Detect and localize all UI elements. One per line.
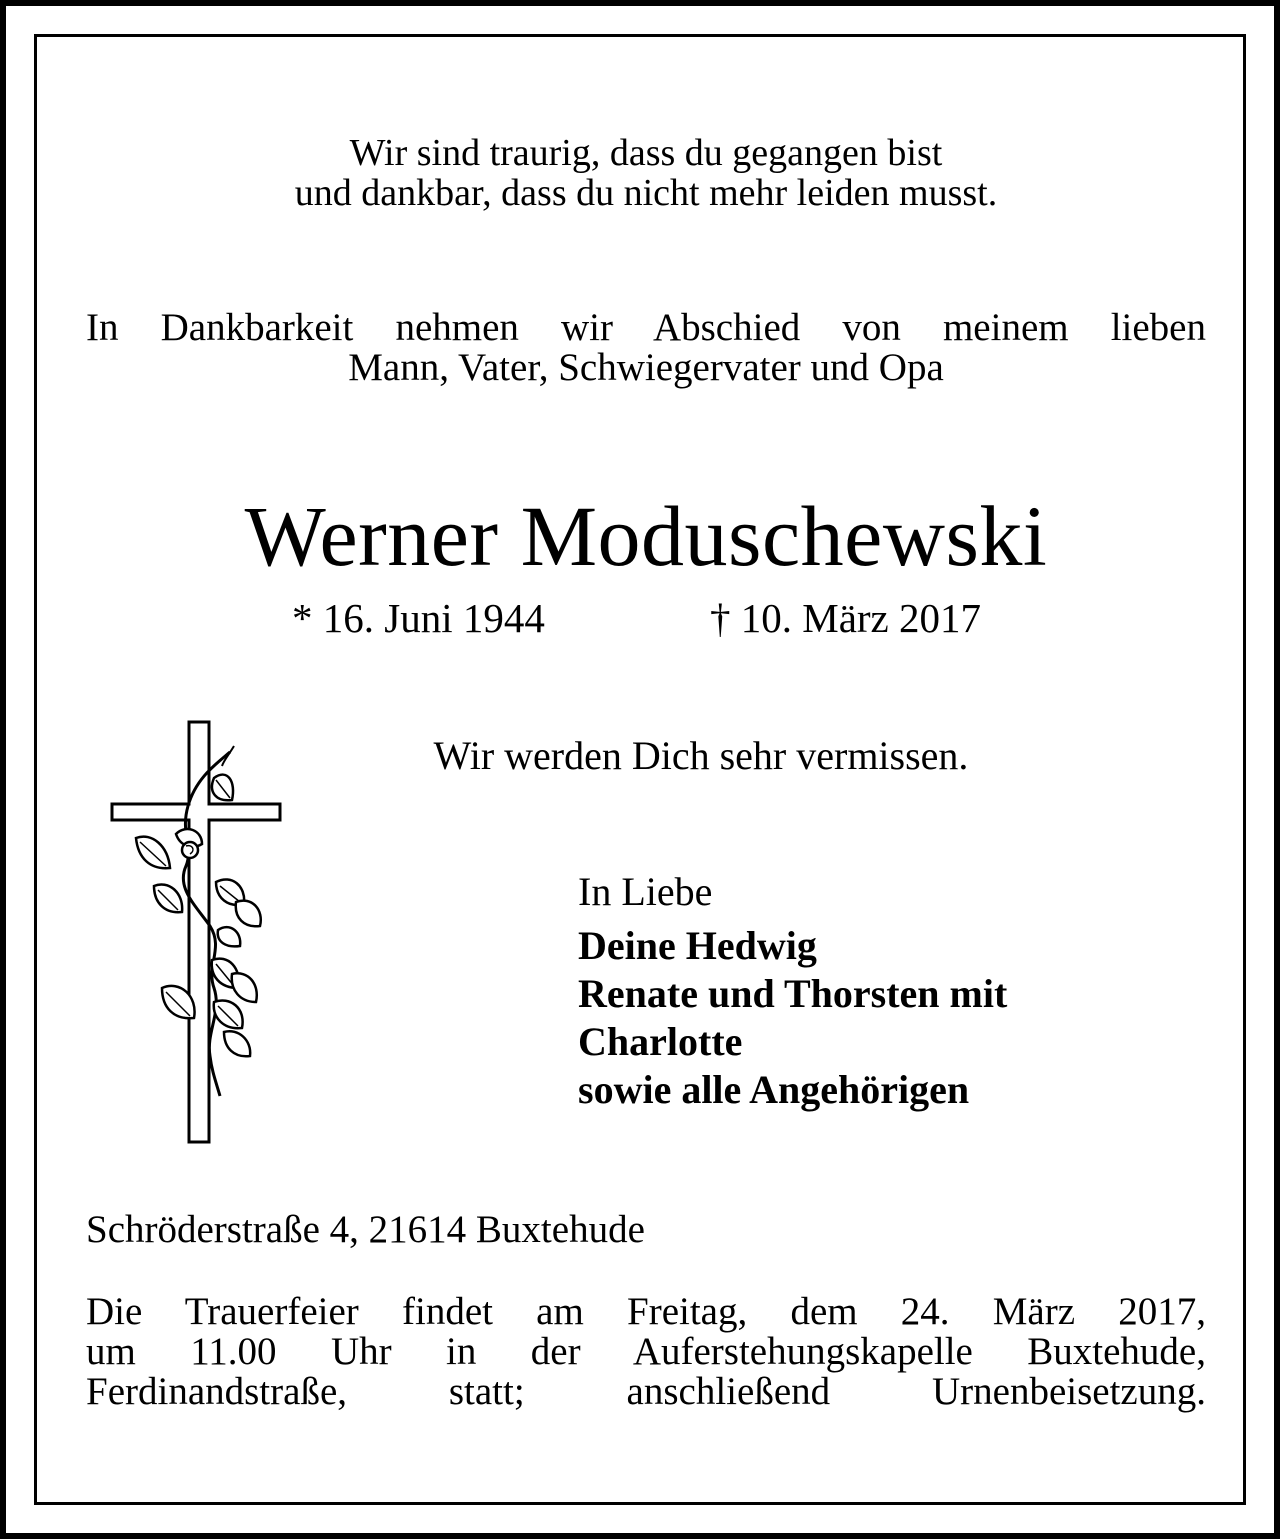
motto <box>6 133 1280 213</box>
intro-line-1: In Dankbarkeit nehmen wir Abschied von meinem lieben <box>86 306 1206 349</box>
mourner-name: Charlotte <box>578 1019 743 1064</box>
mourners-list <box>578 922 1007 1114</box>
mourner-name: Deine Hedwig <box>578 923 817 968</box>
service-line-2: um 11.00 Uhr in der Auferstehungskapelle Buxtehude, <box>86 1330 1206 1373</box>
birth-date: * 16. Juni 1944 <box>292 595 545 641</box>
death-date: † 10. März 2017 <box>710 595 982 641</box>
family-address: Schröderstraße 4, 21614 Buxtehude <box>86 1208 645 1251</box>
motto-line-2: und dankbar, dass du nicht mehr leiden musst. <box>294 172 998 214</box>
signature-block <box>578 868 1007 1114</box>
service-line-3: Ferdinandstraße, statt; anschließend Urnenbeisetzung. <box>86 1370 1206 1413</box>
intro-line-2: Mann, Vater, Schwiegervater und Opa <box>348 346 944 389</box>
mourner-name: Renate und Thorsten mit <box>578 971 1008 1016</box>
funeral-service-info <box>86 1292 1206 1412</box>
signature-greeting: In Liebe <box>578 869 713 914</box>
mourner-name: sowie alle Angehörigen <box>578 1067 970 1112</box>
deceased-name: Werner Moduschewski <box>244 488 1048 584</box>
farewell-quote: Wir werden Dich sehr vermissen. <box>433 733 969 778</box>
intro-text <box>86 308 1206 388</box>
motto-line-1: Wir sind traurig, dass du gegangen bist <box>349 132 943 174</box>
cross-with-vine-icon <box>106 716 291 1148</box>
service-line-1: Die Trauerfeier findet am Freitag, dem 24. März 2017, <box>86 1290 1206 1333</box>
